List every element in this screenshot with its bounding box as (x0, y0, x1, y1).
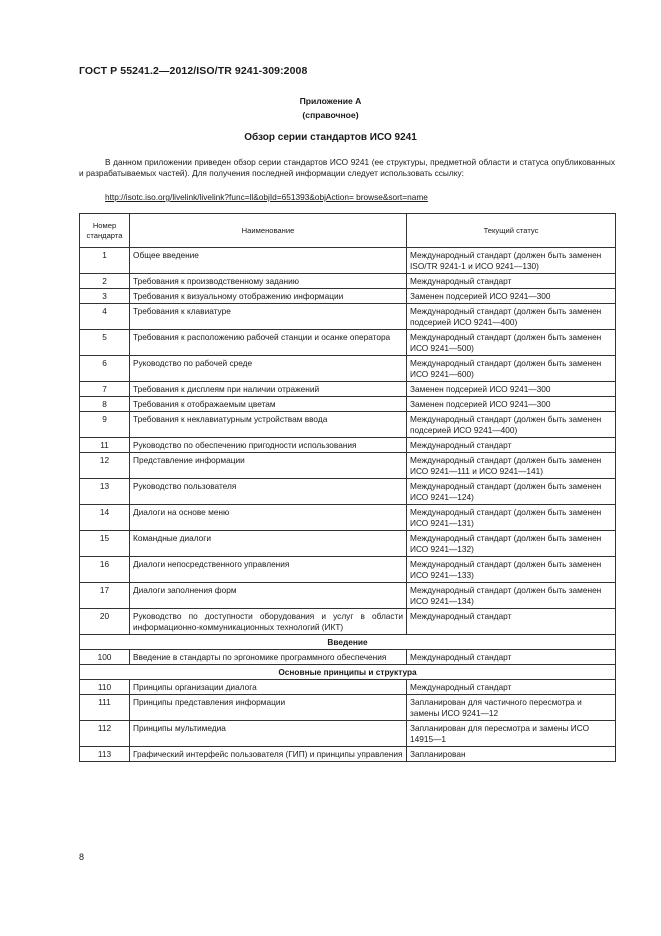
overview-heading: Обзор серии стандартов ИСО 9241 (244, 132, 417, 143)
row-number: 8 (80, 397, 130, 412)
row-number: 112 (80, 721, 130, 747)
table-row (80, 438, 616, 453)
table-row (80, 289, 616, 304)
row-name: Руководство по рабочей среде (130, 356, 407, 382)
section-title-intro: Введение (80, 635, 616, 650)
row-status: Запланирован для пересмотра и замены ИСО 14915—1 (407, 721, 616, 747)
row-name: Требования к визуальному отображению информации (130, 289, 407, 304)
row-name: Представление информации (130, 453, 407, 479)
row-status: Международный стандарт (должен быть заменен ИСО 9241—131) (407, 505, 616, 531)
annex-subtitle: (справочное) (302, 110, 359, 120)
table-row (80, 583, 616, 609)
intro-paragraph: В данном приложении приведен обзор серии стандартов ИСО 9241 (ее структуры, предметной области и статуса опубликованных и разрабатываемых частей). Для получения последней информации следует использовать ссылку: (79, 157, 615, 179)
row-name: Диалоги заполнения форм (130, 583, 407, 609)
table-row (80, 609, 616, 635)
row-status: Международный стандарт (должен быть заменен подсерией ИСО 9241—400) (407, 412, 616, 438)
row-name: Руководство пользователя (130, 479, 407, 505)
row-name: Диалоги на основе меню (130, 505, 407, 531)
table-row (80, 304, 616, 330)
row-status: Международный стандарт (должен быть заменен ИСО 9241—124) (407, 479, 616, 505)
row-number: 3 (80, 289, 130, 304)
row-name: Требования к дисплеям при наличии отражений (130, 382, 407, 397)
document-code: ГОСТ Р 55241.2—2012/ISO/TR 9241-309:2008 (79, 65, 308, 77)
row-status: Международный стандарт (должен быть заменен ИСО 9241—134) (407, 583, 616, 609)
row-number: 20 (80, 609, 130, 635)
row-status: Международный стандарт (407, 274, 616, 289)
row-number: 5 (80, 330, 130, 356)
row-status: Международный стандарт (должен быть заменен ИСО 9241—500) (407, 330, 616, 356)
row-status: Международный стандарт (407, 680, 616, 695)
table-body-general (80, 248, 616, 635)
row-status: Международный стандарт (407, 609, 616, 635)
row-status: Заменен подсерией ИСО 9241—300 (407, 397, 616, 412)
row-status: Заменен подсерией ИСО 9241—300 (407, 382, 616, 397)
table-header-row (80, 214, 616, 248)
table-row (80, 557, 616, 583)
table-row (80, 680, 616, 695)
table-row (80, 695, 616, 721)
table-row (80, 650, 616, 665)
row-name: Принципы представления информации (130, 695, 407, 721)
row-number: 9 (80, 412, 130, 438)
table-row (80, 479, 616, 505)
row-name: Графический интерфейс пользователя (ГИП) и принципы управления (130, 747, 407, 762)
row-number: 4 (80, 304, 130, 330)
row-name: Требования к производственному заданию (130, 274, 407, 289)
table-row (80, 505, 616, 531)
row-status: Запланирован (407, 747, 616, 762)
row-status: Международный стандарт (должен быть заменен ИСО 9241—111 и ИСО 9241—141) (407, 453, 616, 479)
row-name: Принципы мультимедиа (130, 721, 407, 747)
row-name: Диалоги непосредственного управления (130, 557, 407, 583)
standards-table (79, 213, 616, 762)
header-status: Текущий статус (407, 214, 616, 248)
row-number: 110 (80, 680, 130, 695)
row-number: 16 (80, 557, 130, 583)
table-row (80, 747, 616, 762)
table-row (80, 531, 616, 557)
header-number: Номер стандарта (80, 214, 130, 248)
annex-title: Приложение А (299, 96, 362, 106)
table-body-intro (80, 650, 616, 665)
row-name: Требования к отображаемым цветам (130, 397, 407, 412)
section-row (80, 635, 616, 650)
section-title-principles: Основные принципы и структура (80, 665, 616, 680)
table-row (80, 330, 616, 356)
row-number: 6 (80, 356, 130, 382)
row-number: 17 (80, 583, 130, 609)
row-name: Руководство по обеспечению пригодности использования (130, 438, 407, 453)
row-status: Международный стандарт (должен быть заменен ISO/TR 9241-1 и ИСО 9241—130) (407, 248, 616, 274)
table-row (80, 721, 616, 747)
row-number: 12 (80, 453, 130, 479)
page-number: 8 (79, 852, 85, 862)
table-row (80, 397, 616, 412)
header-name: Наименование (130, 214, 407, 248)
row-status: Международный стандарт (407, 438, 616, 453)
row-name: Требования к клавиатуре (130, 304, 407, 330)
row-number: 113 (80, 747, 130, 762)
row-number: 111 (80, 695, 130, 721)
row-number: 7 (80, 382, 130, 397)
row-number: 2 (80, 274, 130, 289)
table-row (80, 382, 616, 397)
row-number: 11 (80, 438, 130, 453)
row-name: Требования к расположению рабочей станции и осанке оператора (130, 330, 407, 356)
row-status: Международный стандарт (должен быть заменен подсерией ИСО 9241—400) (407, 304, 616, 330)
table-row (80, 453, 616, 479)
row-number: 15 (80, 531, 130, 557)
row-name: Руководство по доступности оборудования и услуг в области информационно-коммуникационных технологий (ИКТ) (130, 609, 407, 635)
row-status: Запланирован для частичного пересмотра и замены ИСО 9241—12 (407, 695, 616, 721)
row-name: Введение в стандарты по эргономике программного обеспечения (130, 650, 407, 665)
section-principles (80, 665, 616, 680)
table-row (80, 248, 616, 274)
row-number: 1 (80, 248, 130, 274)
table-row (80, 274, 616, 289)
table-row (80, 412, 616, 438)
row-number: 13 (80, 479, 130, 505)
row-name: Общее введение (130, 248, 407, 274)
row-status: Заменен подсерией ИСО 9241—300 (407, 289, 616, 304)
row-status: Международный стандарт (должен быть заменен ИСО 9241—133) (407, 557, 616, 583)
row-status: Международный стандарт (407, 650, 616, 665)
row-name: Требования к неклавиатурным устройствам ввода (130, 412, 407, 438)
row-name: Командные диалоги (130, 531, 407, 557)
row-number: 14 (80, 505, 130, 531)
section-row (80, 665, 616, 680)
row-status: Международный стандарт (должен быть заменен ИСО 9241—600) (407, 356, 616, 382)
row-number: 100 (80, 650, 130, 665)
table-row (80, 356, 616, 382)
section-intro (80, 635, 616, 650)
table-body-principles (80, 680, 616, 762)
reference-link[interactable]: http://isotc.iso.org/livelink/livelink?func=ll&objId=651393&objAction= browse&sort=name (105, 192, 428, 202)
row-name: Принципы организации диалога (130, 680, 407, 695)
row-status: Международный стандарт (должен быть заменен ИСО 9241—132) (407, 531, 616, 557)
